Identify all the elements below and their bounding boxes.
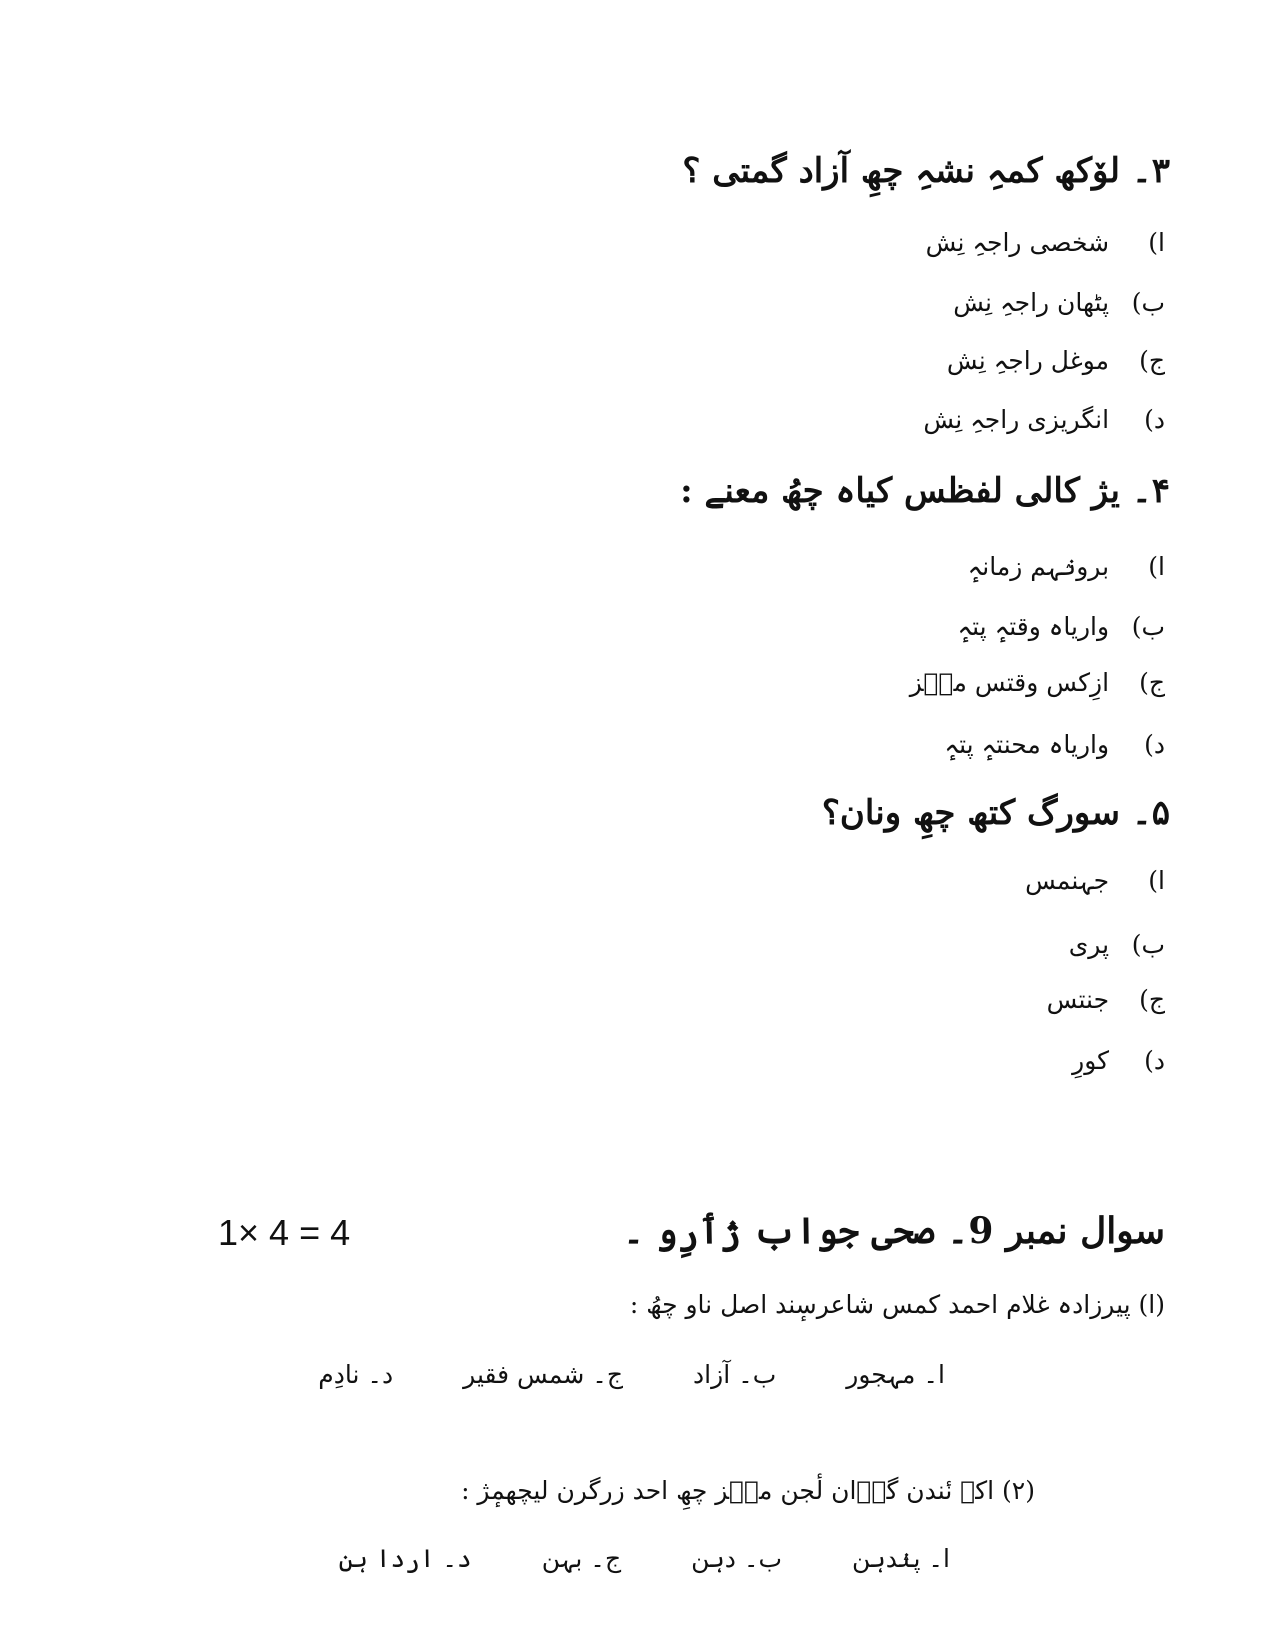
option-marker: ا) <box>1148 228 1165 257</box>
question-3-option-d <box>923 405 1165 434</box>
option-text: کورِ <box>1072 1046 1110 1075</box>
question-3-option-c <box>947 346 1165 375</box>
option-text: واریاہ وقتہٕ پتہٕ <box>957 612 1110 641</box>
option-marker: ب) <box>1131 930 1165 959</box>
option-text: برونٛہم زمانہٕ <box>967 552 1110 581</box>
option-marker: ا) <box>1148 552 1165 581</box>
option-text: انگریزی راجہِ نِش <box>923 405 1110 434</box>
sub-question-1-choices <box>318 1360 945 1389</box>
option-marker: د) <box>1144 730 1165 759</box>
option-marker: ج) <box>1139 985 1165 1014</box>
question-4-heading <box>680 470 1170 511</box>
sub-question-marker: (ا) <box>1138 1290 1165 1319</box>
option-marker: ا) <box>1148 866 1165 895</box>
choice-d: د۔ نادِم <box>318 1360 394 1389</box>
question-number: ۵۔ <box>1131 793 1170 833</box>
option-text: پری <box>1068 930 1110 959</box>
choice-c: ج۔ شمس فقیر <box>463 1360 624 1389</box>
choice-c: ج۔ بہن <box>541 1544 622 1573</box>
choice-a: ا۔ پنٛدہن <box>852 1544 950 1573</box>
sub-question-text: پیرزادہ غلام احمد کمس شاعرسٕند اصل ناو چھُ : <box>629 1290 1131 1319</box>
option-marker: ج) <box>1139 346 1165 375</box>
question-3-heading <box>682 150 1170 191</box>
sub-question-marker: (۲) <box>1002 1476 1035 1505</box>
question-4-option-a <box>968 552 1165 581</box>
section-title: سوال نمبر 9۔ صحی جواب ژٲرِو ۔ <box>622 1210 1165 1252</box>
choice-b: ب۔ آزاد <box>693 1360 777 1389</box>
sub-question-2 <box>461 1476 1035 1505</box>
option-text: واریاہ محنتہٕ پتہٕ <box>944 730 1110 759</box>
option-text: پٹھان راجہِ نِش <box>953 288 1110 317</box>
question-5-heading <box>822 792 1170 833</box>
option-marker: د) <box>1144 1046 1165 1075</box>
sub-question-text: اکہ نٔندن گرٛان لٔجن منٛز چھِ احد زرگرن لیچھمٕژ : <box>461 1476 995 1505</box>
question-4-option-b <box>957 612 1165 641</box>
question-text: یژ کالی لفظس کیاہ چھُ معنے : <box>680 471 1120 511</box>
choice-b: ب۔ دہن <box>691 1544 783 1573</box>
option-text: جنتس <box>1046 985 1110 1014</box>
option-text: موغل راجہِ نِش <box>946 346 1110 375</box>
option-text: شخصی راجہِ نِش <box>925 228 1110 257</box>
question-5-option-b <box>1069 930 1165 959</box>
question-5-option-d <box>1072 1046 1165 1075</box>
choice-d: د۔ اردا ہن <box>338 1544 472 1573</box>
choice-a: ا۔ مہجور <box>846 1360 945 1389</box>
question-3-option-b <box>953 288 1165 317</box>
option-text: جہنمس <box>1025 866 1110 895</box>
question-4-option-c <box>910 668 1165 697</box>
option-marker: ج) <box>1139 668 1165 697</box>
question-4-option-d <box>944 730 1165 759</box>
question-text: سورگ کتھ چھِ ونان؟ <box>821 793 1120 833</box>
option-text: ازِکس وقتس منٛز <box>909 668 1110 697</box>
question-number: ۴۔ <box>1131 471 1170 511</box>
sub-question-2-choices <box>339 1544 950 1573</box>
option-marker: د) <box>1144 405 1165 434</box>
question-5-option-c <box>1047 985 1165 1014</box>
option-marker: ب) <box>1131 612 1165 641</box>
section-marks: 1× 4 = 4 <box>218 1212 351 1253</box>
question-5-option-a <box>1025 866 1165 895</box>
option-marker: ب) <box>1131 288 1165 317</box>
question-text: لوٚکھ کمہِ نشہِ چھِ آزاد گمتی ؟ <box>682 151 1120 191</box>
question-number: ٣۔ <box>1131 151 1170 191</box>
question-3-option-a <box>926 228 1165 257</box>
sub-question-1 <box>630 1290 1165 1319</box>
